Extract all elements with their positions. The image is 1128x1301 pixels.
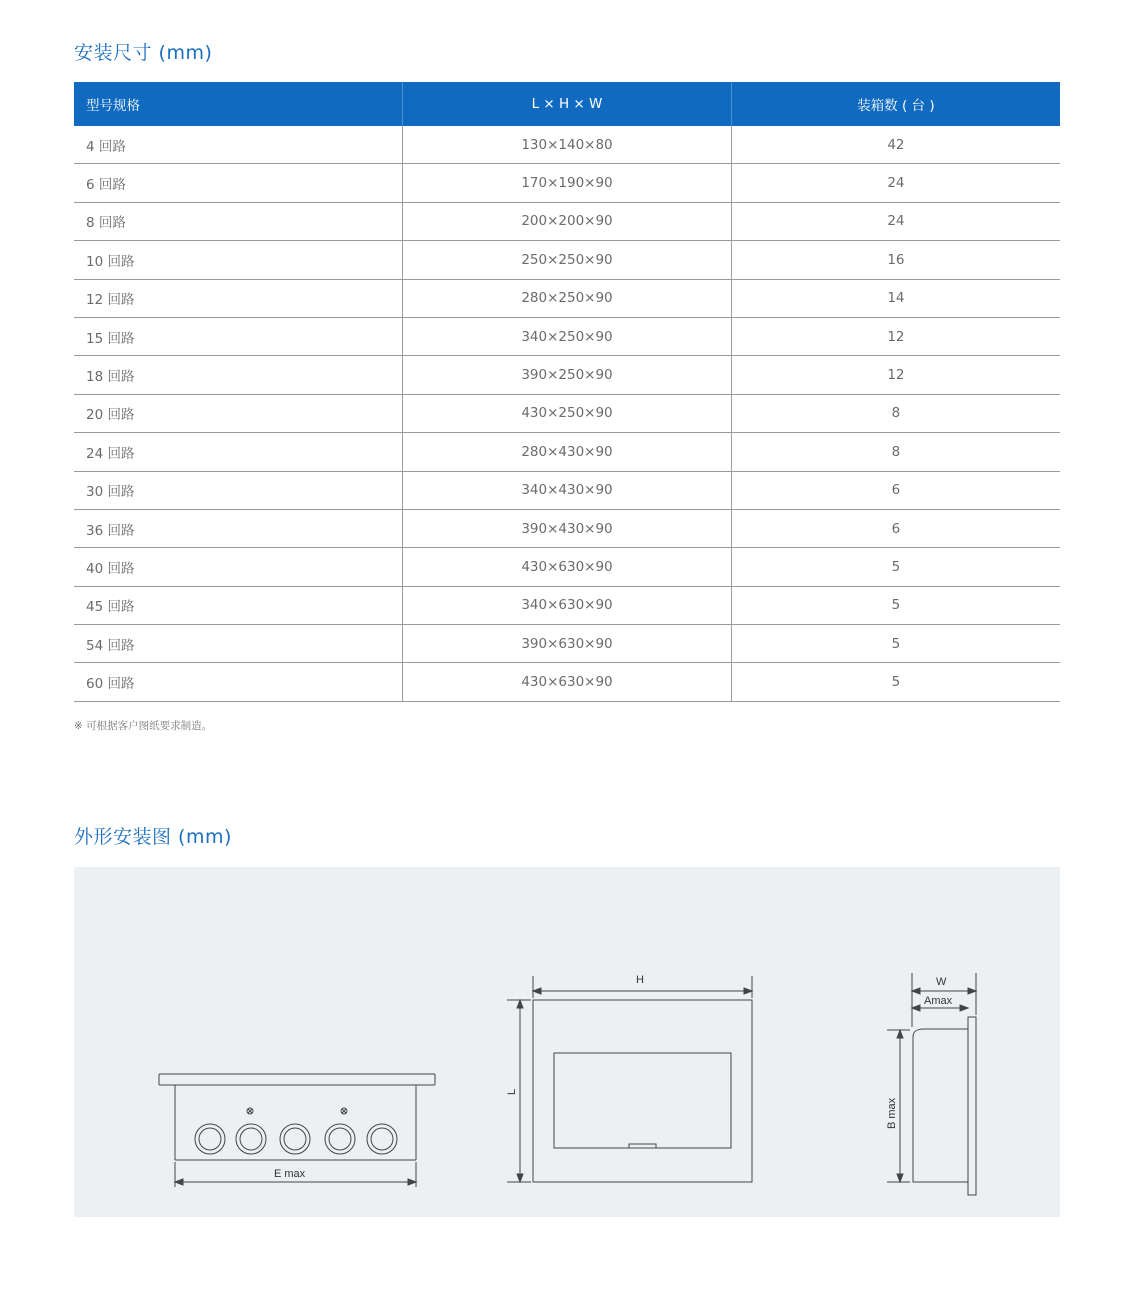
- front-window: [554, 1053, 731, 1148]
- cell-dimensions: 430×250×90: [403, 394, 732, 432]
- cell-model: 20 回路: [74, 394, 403, 432]
- table-row: [74, 317, 1060, 355]
- table-row: [74, 202, 1060, 240]
- header-model: 型号规格: [74, 82, 403, 126]
- table-row: [74, 394, 1060, 432]
- footnote: ※ 可根据客户图纸要求制造。: [74, 720, 213, 732]
- h-dimension: [533, 974, 752, 998]
- window-latch: [629, 1144, 656, 1148]
- w-label: W: [936, 976, 947, 988]
- cell-packing-qty: 24: [731, 164, 1060, 202]
- spec-table: [74, 82, 1060, 702]
- table-row: [74, 586, 1060, 624]
- screw-icon: [247, 1108, 347, 1114]
- section-title-outline-drawing: 外形安装图 (mm): [74, 826, 232, 848]
- cell-dimensions: 280×430×90: [403, 433, 732, 471]
- cell-model: 8 回路: [74, 202, 403, 240]
- cell-model: 12 回路: [74, 279, 403, 317]
- l-label: L: [506, 1088, 518, 1095]
- cell-dimensions: 390×430×90: [403, 509, 732, 547]
- a-max-label: Amax: [924, 995, 953, 1007]
- a-max-dimension: [912, 995, 968, 1011]
- cell-packing-qty: 6: [731, 471, 1060, 509]
- cell-model: 30 回路: [74, 471, 403, 509]
- cell-dimensions: 390×630×90: [403, 625, 732, 663]
- cell-dimensions: 250×250×90: [403, 241, 732, 279]
- l-dimension: [506, 1000, 531, 1182]
- knockout-holes: [195, 1124, 397, 1154]
- outline-drawing-svg: [74, 867, 1060, 1217]
- cell-model: 18 回路: [74, 356, 403, 394]
- side-view: [886, 973, 976, 1195]
- table-row: [74, 509, 1060, 547]
- bottom-view: [159, 1074, 435, 1187]
- table-row: [74, 279, 1060, 317]
- e-max-label: E max: [274, 1168, 306, 1180]
- front-panel-outline: [533, 1000, 752, 1182]
- table-row: [74, 663, 1060, 701]
- table-row: [74, 625, 1060, 663]
- cell-dimensions: 280×250×90: [403, 279, 732, 317]
- cell-model: 60 回路: [74, 663, 403, 701]
- section-title-install-size: 安装尺寸 (mm): [74, 42, 213, 64]
- header-dimensions: L × H × W: [403, 82, 732, 126]
- table-row: [74, 164, 1060, 202]
- table-row: [74, 471, 1060, 509]
- table-header-row: [74, 82, 1060, 126]
- cell-packing-qty: 5: [731, 625, 1060, 663]
- cell-dimensions: 130×140×80: [403, 126, 732, 164]
- h-label: H: [636, 974, 644, 986]
- cell-dimensions: 430×630×90: [403, 663, 732, 701]
- header-packing-qty: 装箱数 ( 台 ): [731, 82, 1060, 126]
- cell-packing-qty: 8: [731, 433, 1060, 471]
- cell-packing-qty: 5: [731, 548, 1060, 586]
- cell-packing-qty: 42: [731, 126, 1060, 164]
- table-row: [74, 433, 1060, 471]
- table-row: [74, 356, 1060, 394]
- cell-packing-qty: 8: [731, 394, 1060, 432]
- outline-drawing-panel: [74, 867, 1060, 1217]
- b-max-label: B max: [886, 1097, 898, 1129]
- cell-model: 45 回路: [74, 586, 403, 624]
- e-max-dimension: [175, 1162, 416, 1187]
- cell-dimensions: 340×430×90: [403, 471, 732, 509]
- front-view: [506, 974, 752, 1182]
- table-row: [74, 241, 1060, 279]
- cell-dimensions: 340×630×90: [403, 586, 732, 624]
- box-body-outline: [175, 1085, 416, 1160]
- cell-model: 54 回路: [74, 625, 403, 663]
- cell-model: 24 回路: [74, 433, 403, 471]
- cell-packing-qty: 12: [731, 317, 1060, 355]
- cell-model: 6 回路: [74, 164, 403, 202]
- side-cover-flange: [968, 1017, 976, 1195]
- cell-dimensions: 200×200×90: [403, 202, 732, 240]
- cell-packing-qty: 14: [731, 279, 1060, 317]
- cell-dimensions: 170×190×90: [403, 164, 732, 202]
- cell-packing-qty: 24: [731, 202, 1060, 240]
- lid-flange: [159, 1074, 435, 1085]
- cell-packing-qty: 12: [731, 356, 1060, 394]
- cell-packing-qty: 5: [731, 586, 1060, 624]
- cell-dimensions: 390×250×90: [403, 356, 732, 394]
- cell-model: 15 回路: [74, 317, 403, 355]
- cell-dimensions: 430×630×90: [403, 548, 732, 586]
- cell-model: 40 回路: [74, 548, 403, 586]
- table-row: [74, 548, 1060, 586]
- cell-packing-qty: 5: [731, 663, 1060, 701]
- cell-packing-qty: 6: [731, 509, 1060, 547]
- side-body-outline: [913, 1029, 968, 1182]
- table-row: [74, 126, 1060, 164]
- cell-model: 10 回路: [74, 241, 403, 279]
- cell-model: 36 回路: [74, 509, 403, 547]
- b-max-dimension: [886, 1030, 910, 1182]
- cell-packing-qty: 16: [731, 241, 1060, 279]
- cell-dimensions: 340×250×90: [403, 317, 732, 355]
- cell-model: 4 回路: [74, 126, 403, 164]
